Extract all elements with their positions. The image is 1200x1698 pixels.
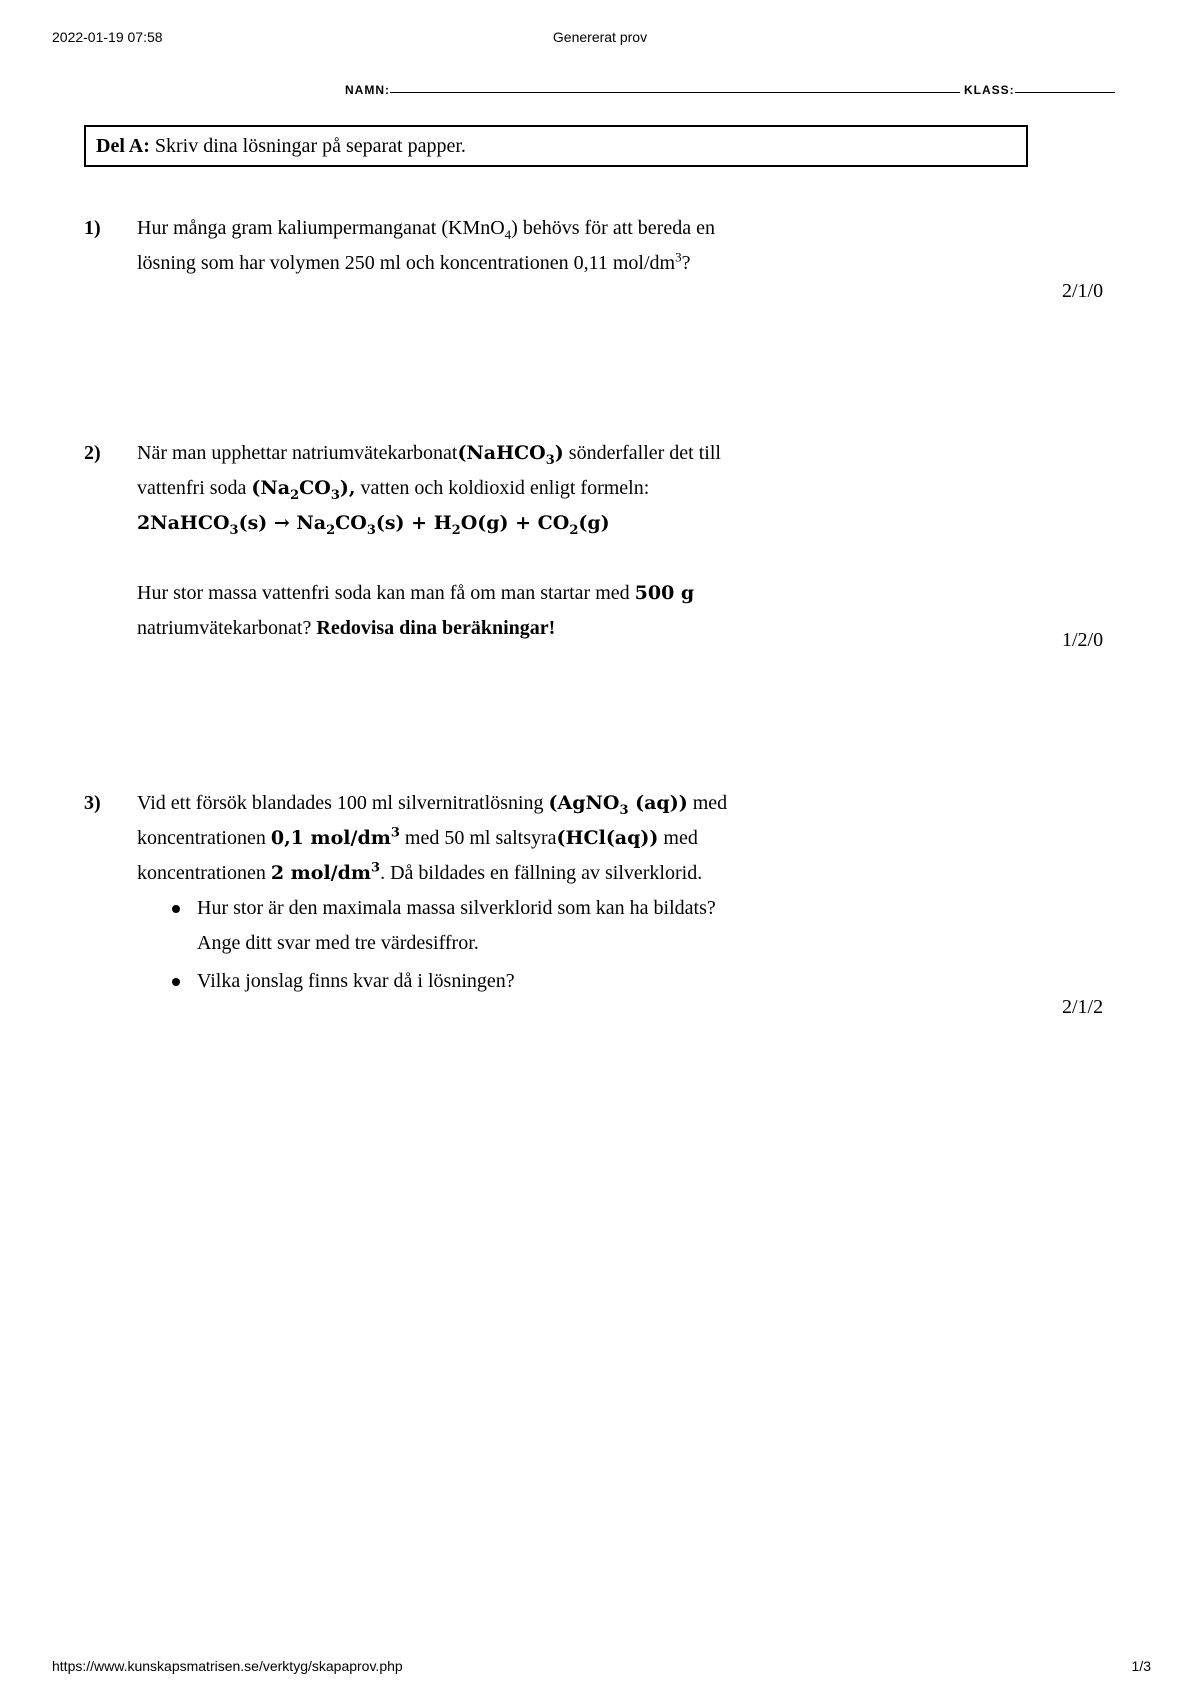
print-title: Genererat prov [552,29,648,45]
formula [251,477,356,503]
equation-part: (s) + H [375,512,452,534]
text-run: med [658,827,698,849]
formula-part: (NaHCO [457,442,546,464]
subscript: 4 [504,227,512,242]
emphasis-text: Redovisa dina beräkningar! [316,617,556,639]
question-line [137,576,917,611]
question-line [137,786,917,821]
question-2 [84,436,1124,646]
text-run: ? [681,252,691,274]
text-run: med [687,792,728,814]
subscript: 2 [569,522,579,538]
text-run: vatten och koldioxid enligt formeln: [355,477,650,499]
concentration [271,862,380,884]
name-class-line [345,77,1135,97]
formula-part: (Na [251,477,291,499]
sub-question [197,964,917,999]
question-text [137,436,917,646]
question-line [137,471,917,506]
namn-label: NAMN: [345,83,390,97]
subscript: 3 [229,522,239,538]
namn-blank [390,92,960,93]
formula-part: ), [339,477,356,499]
subscript: 3 [619,802,629,818]
superscript: 3 [390,825,400,841]
text-run: Vid ett försök blandades 100 ml silvernitratlösning [137,792,549,814]
text-run: med 50 ml saltsyra [399,827,557,849]
text-run: . Då bildades en fällning av silverklorid. [380,862,703,884]
superscript: 3 [371,860,381,876]
question-text [137,211,917,281]
bullet-icon [172,905,180,913]
subscript: 3 [366,522,376,538]
formula-part: CO [299,477,331,499]
question-2-points: 1/2/0 [1062,629,1104,651]
blank-line [137,541,917,576]
concentration [271,827,400,849]
concentration-value: 0,1 mol/dm [270,827,391,849]
text-run: Hur stor massa vattenfri soda kan man få om man startar med [137,582,635,604]
question-number: 3) [84,792,101,814]
question-1-points: 2/1/0 [1062,280,1104,302]
formula [548,792,688,818]
equation-part: CO [335,512,367,534]
equation-part: (g) [578,512,610,534]
question-line [137,821,917,856]
text-run: ) behövs för att bereda en [511,217,715,239]
text-run: koncentrationen [137,862,271,884]
section-header-box [84,125,1028,167]
reaction-equation [137,506,917,541]
question-3 [84,786,1124,996]
question-text [137,786,917,999]
question-line [137,611,917,646]
bullet-icon [172,978,180,986]
text-run: När man upphettar natriumvätekarbonat [137,442,458,464]
question-line [137,246,917,281]
formula [457,442,564,468]
superscript: 3 [675,249,682,265]
sub-question-text: Ange ditt svar med tre värdesiffror. [197,932,479,954]
formula-part: ) [554,442,564,464]
formula-part: (AgNO [548,792,620,814]
question-3-points: 2/1/2 [1062,996,1104,1018]
equation-part: (s) → Na [238,512,327,534]
formula: (HCl(aq)) [556,827,659,849]
mass-value: 500 g [634,582,695,604]
text-run: vattenfri soda [137,477,252,499]
section-instruction: Skriv dina lösningar på separat papper. [149,135,466,157]
text-run: koncentrationen [137,827,271,849]
question-line [137,436,917,471]
print-datetime: 2022-01-19 07:58 [52,29,163,45]
subscript: 3 [330,487,340,503]
text-run: natriumvätekarbonat? [137,617,317,639]
print-url: https://www.kunskapsmatrisen.se/verktyg/skapaprov.php [52,1658,403,1674]
text-run: sönderfaller det till [563,442,721,464]
question-number: 1) [84,217,101,239]
text-run: Hur många gram kaliumpermanganat (KMnO [137,217,505,239]
klass-blank [1015,92,1115,93]
question-number: 2) [84,442,101,464]
subscript: 2 [326,522,336,538]
equation-part: 2NaHCO [137,512,230,534]
sub-question-list [137,891,917,999]
subscript: 3 [545,452,555,468]
formula-part: (aq)) [628,792,688,814]
subscript: 2 [290,487,300,503]
page-number: 1/3 [1131,1658,1151,1674]
sub-question [197,891,917,961]
klass-label: KLASS: [964,83,1015,97]
equation-part: O(g) + CO [460,512,570,534]
question-line [137,211,917,246]
subscript: 2 [451,522,461,538]
question-line [137,856,917,891]
text-run: lösning som har volymen 250 ml och koncentrationen 0,11 mol/dm [137,252,676,274]
sub-question-text: Hur stor är den maximala massa silverklorid som kan ha bildats? [197,897,716,919]
concentration-value: 2 mol/dm [270,862,372,884]
sub-question-text: Vilka jonslag finns kvar då i lösningen? [197,970,515,992]
question-1 [84,211,1124,291]
section-label: Del A: [96,135,150,157]
